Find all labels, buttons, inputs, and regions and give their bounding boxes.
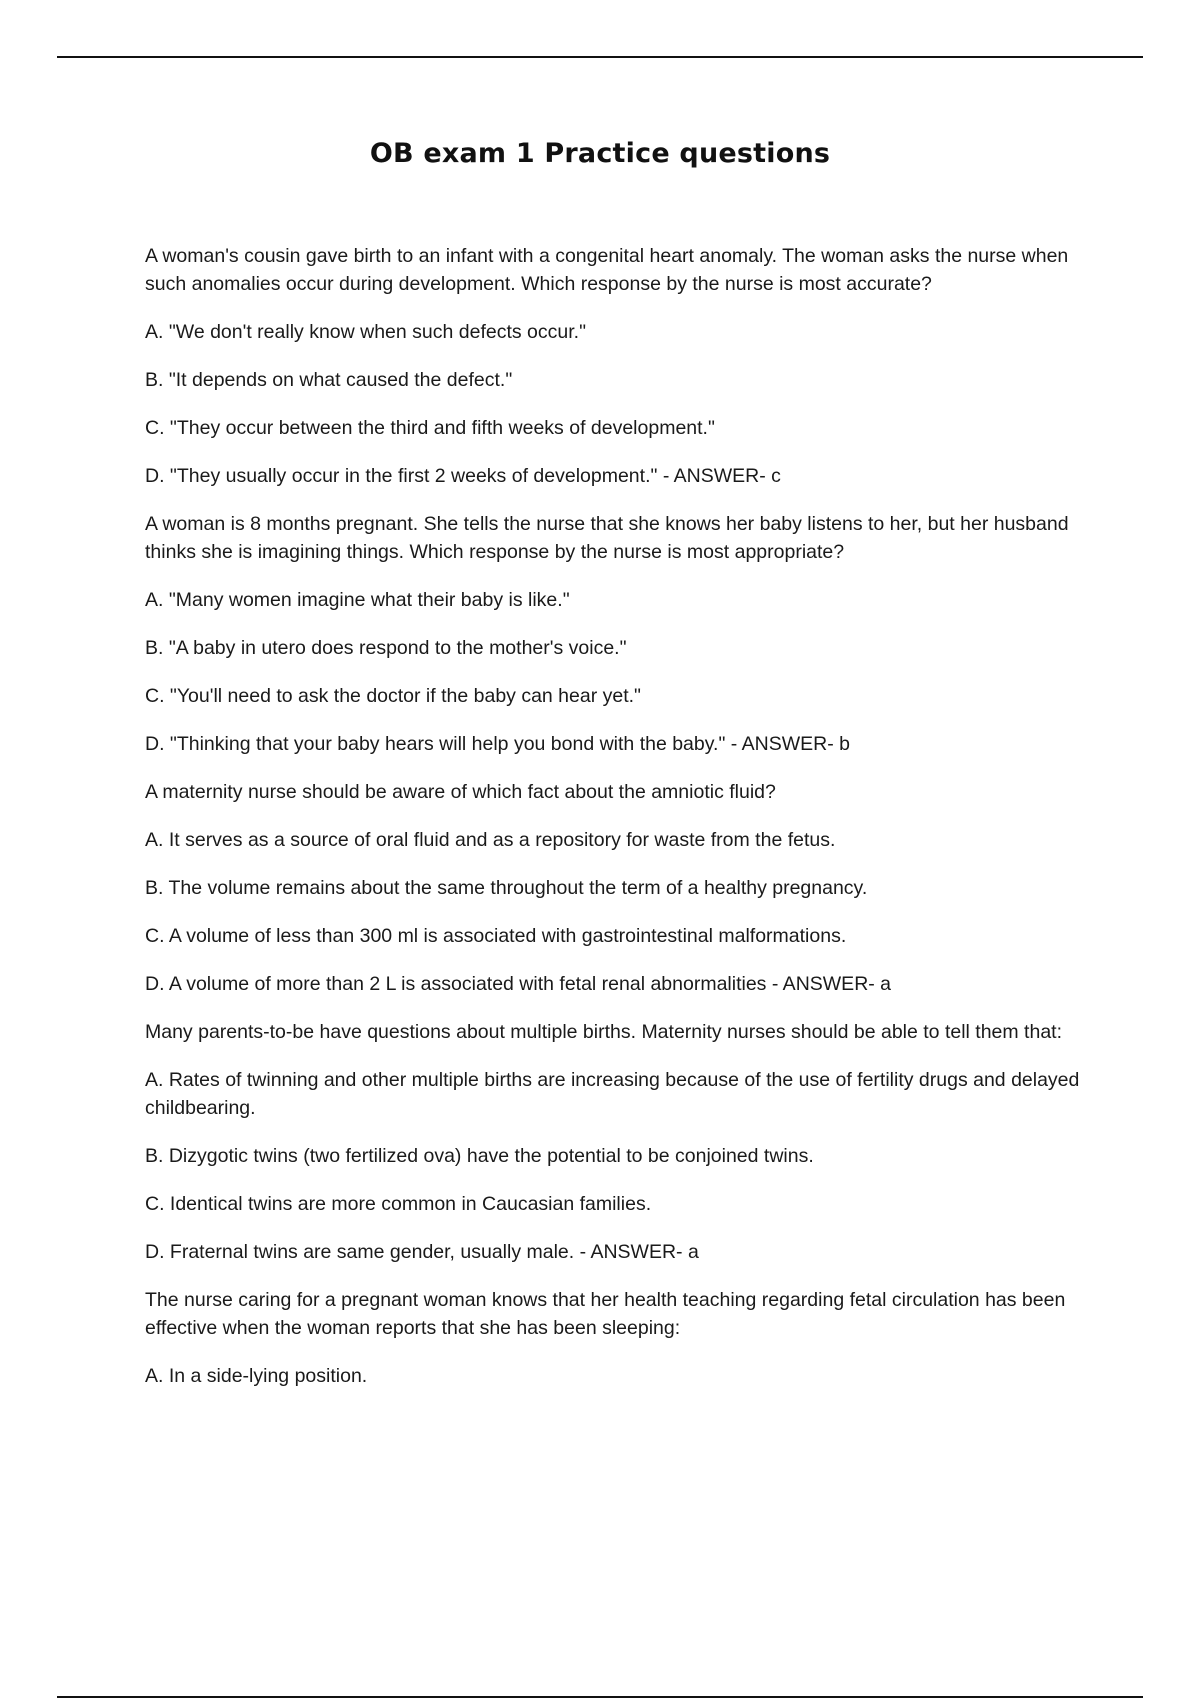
question-2-option-b: B. "A baby in utero does respond to the mother's voice." [145,637,627,659]
question-1-stem: A woman's cousin gave birth to an infant with a congenital heart anomaly. The woman asks the nurse when such anomalies occur during development. Which response by the nurse is most accurate? [145,245,1069,295]
question-4-option-a: A. Rates of twinning and other multiple births are increasing because of the use of fertility drugs and delayed childbearing. [145,1069,1080,1119]
question-1-option-c: C. "They occur between the third and fifth weeks of development." [145,417,715,439]
question-4-stem: Many parents-to-be have questions about multiple births. Maternity nurses should be able to tell them that: [145,1021,1063,1043]
question-5-stem: The nurse caring for a pregnant woman knows that her health teaching regarding fetal circulation has been effective when the woman reports that she has been sleeping: [145,1289,1066,1339]
document-body [145,242,1085,1410]
question-2-stem: A woman is 8 months pregnant. She tells the nurse that she knows her baby listens to her, but her husband thinks she is imagining things. Which response by the nurse is most appropriate? [145,513,1069,563]
question-3-stem: A maternity nurse should be aware of which fact about the amniotic fluid? [145,781,776,803]
question-3-option-d-answer: D. A volume of more than 2 L is associated with fetal renal abnormalities - ANSWER- a [145,973,892,995]
question-1-option-b: B. "It depends on what caused the defect." [145,369,513,391]
question-4-option-d-answer: D. Fraternal twins are same gender, usually male. - ANSWER- a [145,1241,699,1263]
document-title: OB exam 1 Practice questions [369,138,831,169]
question-3-option-a: A. It serves as a source of oral fluid and as a repository for waste from the fetus. [145,829,836,851]
question-2-option-d-answer: D. "Thinking that your baby hears will help you bond with the baby." - ANSWER- b [145,733,850,755]
question-2-option-a: A. "Many women imagine what their baby is like." [145,589,570,611]
question-1-option-a: A. "We don't really know when such defects occur." [145,321,587,343]
question-4-option-b: B. Dizygotic twins (two fertilized ova) have the potential to be conjoined twins. [145,1145,814,1167]
question-1-option-d-answer: D. "They usually occur in the first 2 weeks of development." - ANSWER- c [145,465,781,487]
question-3-option-c: C. A volume of less than 300 ml is associated with gastrointestinal malformations. [145,925,847,947]
top-rule [57,56,1143,58]
question-2-option-c: C. "You'll need to ask the doctor if the baby can hear yet." [145,685,641,707]
bottom-rule [57,1696,1143,1698]
question-5-option-a: A. In a side-lying position. [145,1365,368,1387]
question-4-option-c: C. Identical twins are more common in Caucasian families. [145,1193,652,1215]
question-3-option-b: B. The volume remains about the same throughout the term of a healthy pregnancy. [145,877,868,899]
